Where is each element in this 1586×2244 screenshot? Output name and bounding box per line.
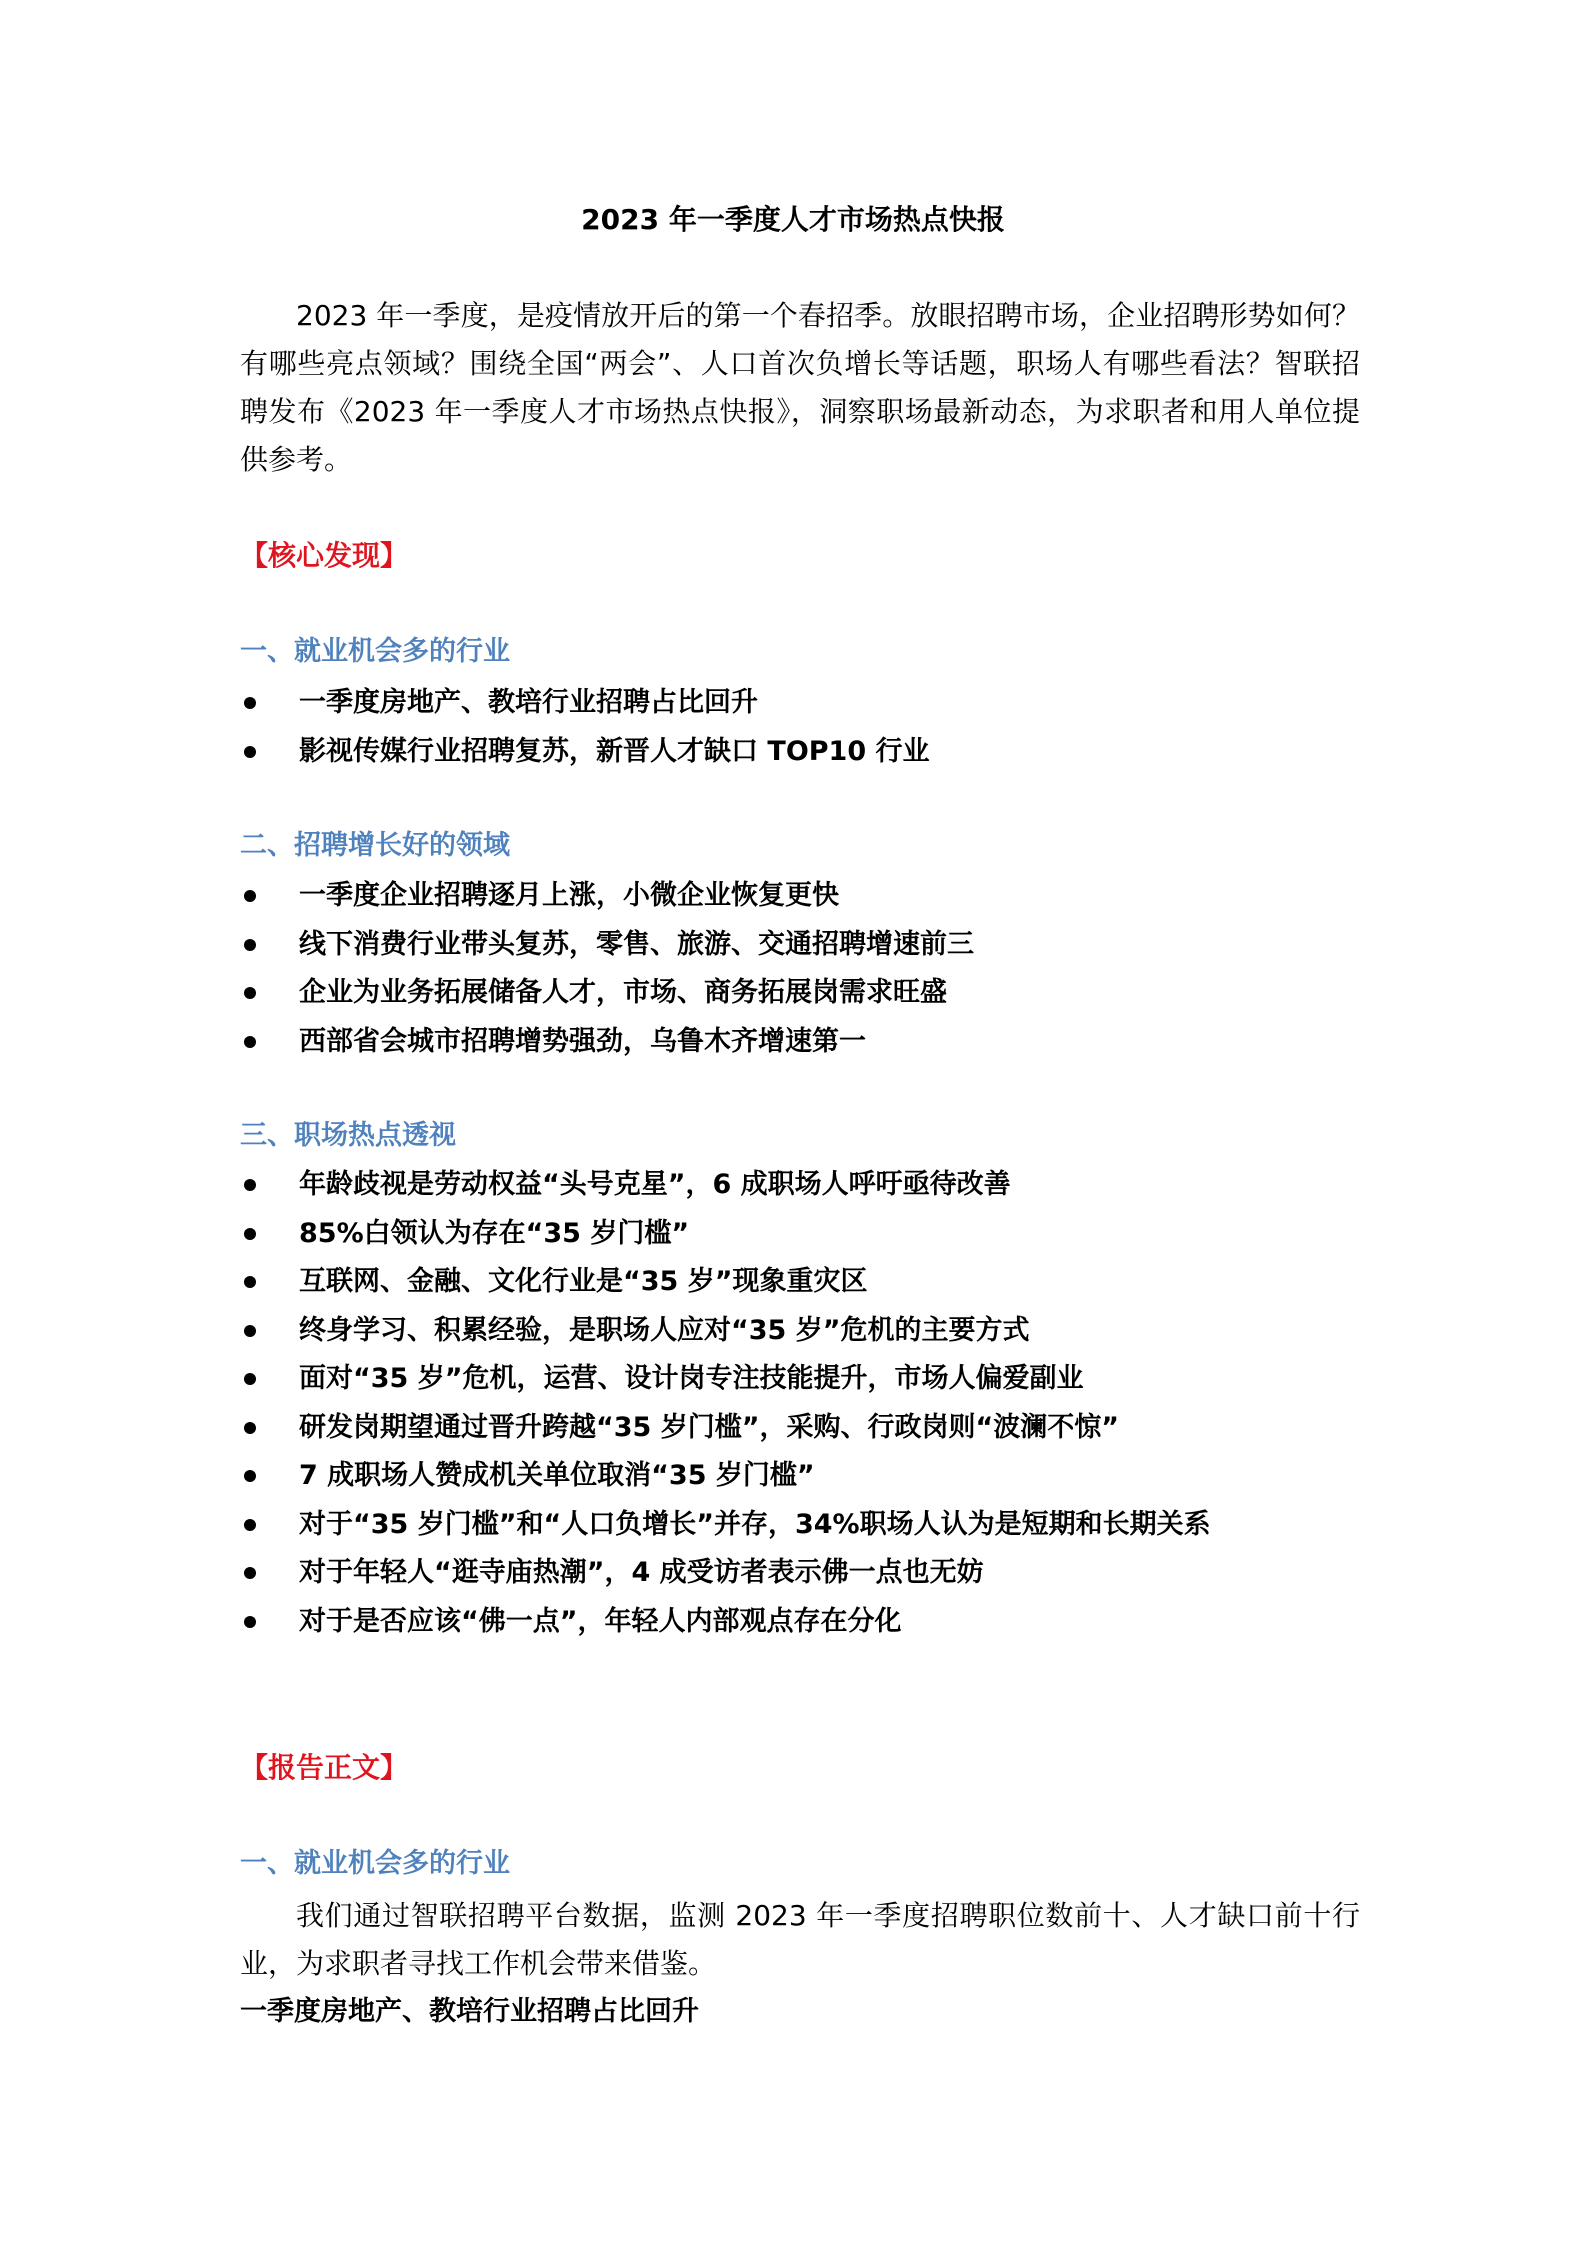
list-item [240, 872, 1400, 921]
bullet-icon [244, 1373, 256, 1385]
section-heading-recruitment-growth: 二、招聘增长好的领域 [240, 830, 510, 861]
bullet-icon [244, 1616, 256, 1628]
bullet-icon [244, 939, 256, 951]
list-item-text: 互联网、金融、文化行业是“35 岁”现象重灾区 [299, 1266, 868, 1297]
list-item [240, 1161, 1400, 1210]
bullet-icon [244, 890, 256, 902]
list-item-text: 研发岗期望通过晋升跨越“35 岁门槛”，采购、行政岗则“波澜不惊” [299, 1411, 1119, 1443]
list-item [240, 1258, 1400, 1307]
list-item-text: 7 成职场人赞成机关单位取消“35 岁门槛” [299, 1460, 815, 1491]
report-section-heading: 一、就业机会多的行业 [240, 1848, 510, 1879]
bullet-icon [244, 987, 256, 999]
bullet-icon [244, 1422, 256, 1434]
list-item [240, 1018, 1400, 1067]
bullet-list-section-1 [240, 679, 1400, 776]
list-item [240, 679, 1400, 728]
list-item-text: 西部省会城市招聘增势强劲，乌鲁木齐增速第一 [299, 1025, 866, 1057]
list-item [240, 1501, 1400, 1550]
list-item-text: 线下消费行业带头复苏，零售、旅游、交通招聘增速前三 [299, 928, 974, 960]
bullet-icon [244, 746, 256, 758]
list-item [240, 1355, 1400, 1404]
report-body-heading: 【报告正文】 [240, 1751, 409, 1784]
list-item-text: 面对“35 岁”危机，运营、设计岗专注技能提升，市场人偏爱副业 [299, 1363, 1084, 1394]
section-heading-workplace-hotspots: 三、职场热点透视 [240, 1120, 456, 1151]
list-item-text: 终身学习、积累经验，是职场人应对“35 岁”危机的主要方式 [299, 1314, 1030, 1346]
bullet-icon [244, 1470, 256, 1482]
bullet-icon [244, 1519, 256, 1531]
intro-paragraph: 2023 年一季度，是疫情放开后的第一个春招季。放眼招聘市场，企业招聘形势如何？有哪些亮点领域？围绕全国“两会”、人口首次负增长等话题，职场人有哪些看法？智联招聘发布《2023 年一季度人才市场热点快报》，洞察职场最新动态，为求职者和用人单位提供参考。 [240, 299, 1360, 476]
list-item [240, 969, 1400, 1018]
document-title: 2023 年一季度人才市场热点快报 [581, 203, 1005, 236]
section-heading-employment-industries: 一、就业机会多的行业 [240, 636, 510, 667]
list-item [240, 921, 1400, 970]
list-item-text: 年龄歧视是劳动权益“头号克星”，6 成职场人呼吁亟待改善 [299, 1169, 1011, 1200]
list-item [240, 1549, 1400, 1598]
bullet-icon [244, 1228, 256, 1240]
list-item [240, 728, 1400, 777]
list-item [240, 1307, 1400, 1356]
list-item-text: 85%白领认为存在“35 岁门槛” [299, 1217, 690, 1249]
list-item-text: 对于是否应该“佛一点”，年轻人内部观点存在分化 [299, 1605, 902, 1637]
bullet-icon [244, 1276, 256, 1288]
report-subheading: 一季度房地产、教培行业招聘占比回升 [240, 1996, 699, 2027]
bullet-icon [244, 1325, 256, 1337]
bullet-list-section-3 [240, 1161, 1400, 1646]
list-item-text: 企业为业务拓展储备人才，市场、商务拓展岗需求旺盛 [299, 977, 947, 1008]
list-item [240, 1210, 1400, 1259]
list-item-text: 对于年轻人“逛寺庙热潮”，4 成受访者表示佛一点也无妨 [299, 1557, 984, 1588]
bullet-icon [244, 1567, 256, 1579]
list-item-text: 对于“35 岁门槛”和“人口负增长”并存，34%职场人认为是短期和长期关系 [299, 1508, 1211, 1540]
list-item [240, 1598, 1400, 1647]
bullet-icon [244, 1036, 256, 1048]
core-findings-heading: 【核心发现】 [240, 539, 409, 572]
list-item [240, 1452, 1400, 1501]
report-paragraph: 我们通过智联招聘平台数据，监测 2023 年一季度招聘职位数前十、人才缺口前十行业，为求职者寻找工作机会带来借鉴。 [240, 1899, 1360, 1980]
bullet-list-section-2 [240, 872, 1400, 1066]
list-item-text: 一季度企业招聘逐月上涨，小微企业恢复更快 [299, 880, 839, 911]
bullet-icon [244, 1179, 256, 1191]
list-item-text: 一季度房地产、教培行业招聘占比回升 [299, 687, 758, 718]
bullet-icon [244, 697, 256, 709]
list-item [240, 1404, 1400, 1453]
list-item-text: 影视传媒行业招聘复苏，新晋人才缺口 TOP10 行业 [299, 735, 930, 767]
